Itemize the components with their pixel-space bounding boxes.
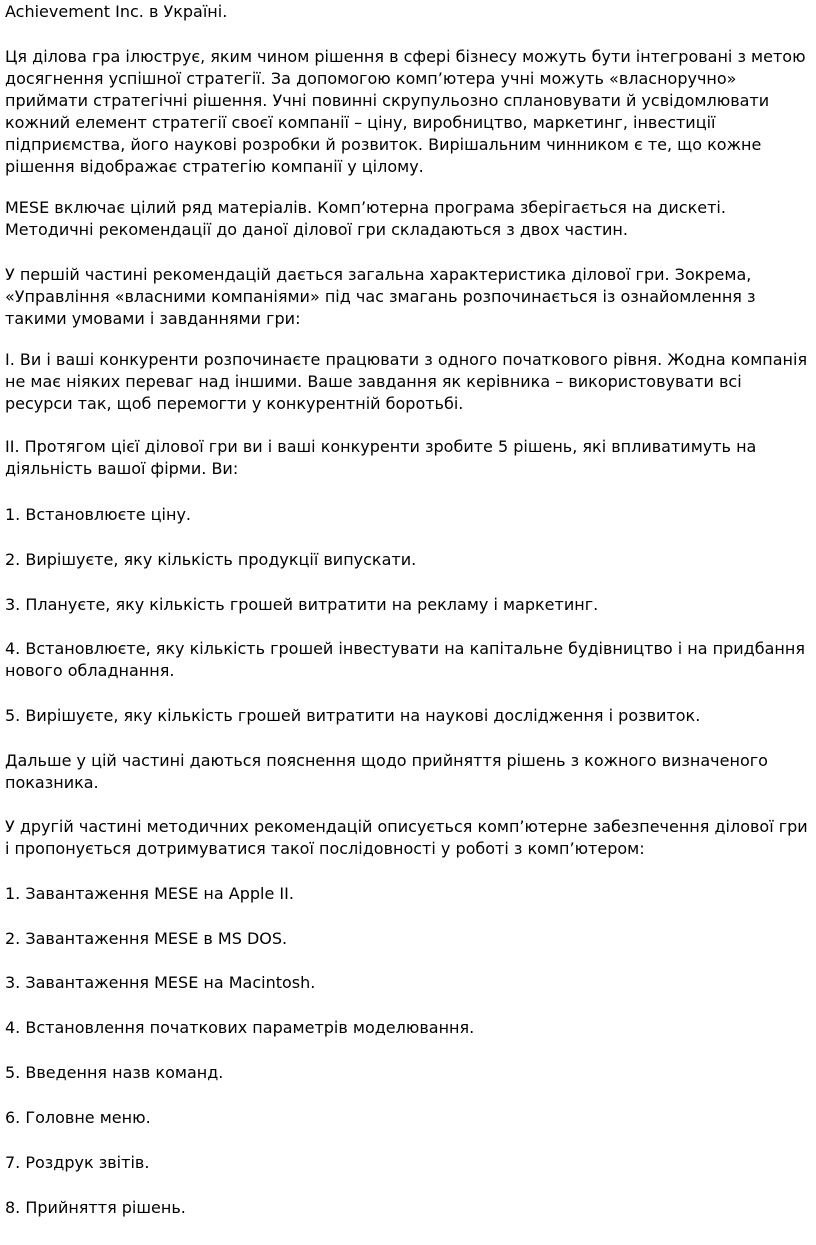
step-item: 7. Роздрук звітів. (5, 1153, 150, 1172)
explanation-paragraph: Дальше у цій частині даються пояснення щодо прийняття рішень з кожного визначеного показника. (5, 751, 768, 792)
decision-item: 1. Встановлюєте ціну. (5, 505, 192, 524)
rule-one-paragraph: I. Ви і ваші конкуренти розпочинаєте працювати з одного початкового рівня. Жодна компанія не має ніяких переваг над іншими. Ваше завдання як керівника – використовувати всі ресурси так, щоб перемогти у конкурентній боротьбі. (5, 350, 808, 413)
decision-item: 3. Плануєте, яку кількість грошей витратити на рекламу і маркетинг. (5, 595, 599, 614)
step-item: 5. Введення назв команд. (5, 1063, 224, 1082)
mese-materials-paragraph: MESE включає цілий ряд матеріалів. Комп’ютерна програма зберігається на дискеті. Методичні рекомендації до даної ділової гри складаються з двох частин. (5, 198, 726, 239)
decision-item: 2. Вирішуєте, яку кількість продукції випускати. (5, 550, 417, 569)
rule-two-paragraph: II. Протягом цієї ділової гри ви і ваші конкуренти зробите 5 рішень, які впливатимуть на діяльність вашої фірми. Ви: (5, 437, 757, 478)
title-line: Achievement Inc. в Україні. (5, 2, 228, 21)
decision-item: 4. Встановлюєте, яку кількість грошей інвестувати на капітальне будівництво і на придбання нового обладнання. (5, 639, 805, 680)
step-item: 3. Завантаження MESE на Macintosh. (5, 973, 316, 992)
step-item: 8. Прийняття рішень. (5, 1198, 186, 1217)
part-one-paragraph: У першій частині рекомендацій дається загальна характеристика ділової гри. Зокрема, «Управління «власними компаніями» під час змагань розпочинається із ознайомлення з такими умовами і завданнями гри: (5, 265, 756, 328)
step-item: 4. Встановлення початкових параметрів моделювання. (5, 1018, 475, 1037)
decision-item: 5. Вирішуєте, яку кількість грошей витратити на наукові дослідження і розвиток. (5, 706, 701, 725)
part-two-paragraph: У другій частині методичних рекомендацій описується комп’ютерне забезпечення ділової гри і пропонується дотримуватися такої послідовності у роботі з комп’ютером: (5, 817, 808, 858)
step-item: 1. Завантаження MESE на Apple II. (5, 884, 294, 903)
step-item: 2. Завантаження MESE в MS DOS. (5, 929, 288, 948)
step-item: 6. Головне меню. (5, 1108, 151, 1127)
intro-paragraph: Ця ділова гра ілюструє, яким чином рішення в сфері бізнесу можуть бути інтегровані з метою досягнення успішної стратегії. За допомогою комп’ютера учні можуть «власноручно» приймати стратегічні рішення. Учні повинні скрупульозно сплановувати й усвідомлювати кожний елемент стратегії своєї компанії – ціну, виробництво, маркетинг, інвестиції підприємства, його наукові розробки й розвиток. Вирішальним чинником є те, що кожне рішення відображає стратегію компанії у цілому. (5, 47, 806, 176)
